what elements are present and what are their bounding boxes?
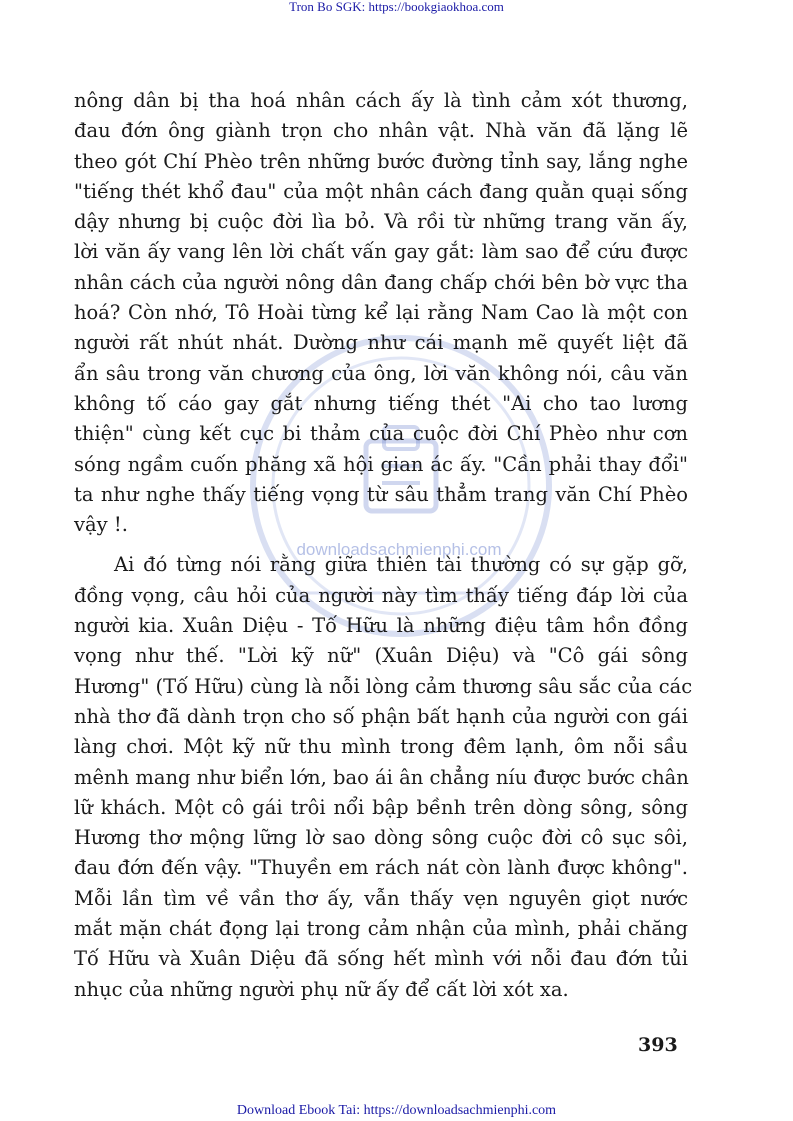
page-number: 393 <box>638 1034 678 1056</box>
text-line: người kia. Xuân Diệu - Tố Hữu là những điệu tâm hồn đồng <box>74 614 688 638</box>
header-link-banner[interactable]: Tron Bo SGK: https://bookgiaokhoa.com <box>289 0 504 14</box>
text-line: sóng ngầm cuốn phăng xã hội gian ác ấy. "Cần phải thay đổi" <box>74 452 688 476</box>
text-line: Ai đó từng nói rằng giữa thiên tài thường có sự gặp gỡ, <box>114 553 688 577</box>
text-line: lữ khách. Một cô gái trôi nổi bập bềnh trên dòng sông, sông <box>74 795 688 819</box>
text-line: mắt mặn chát đọng lại trong cảm nhận của mình, phải chăng <box>74 917 688 941</box>
watermark-text: downloadsachmienphi.com <box>296 540 502 559</box>
text-line: Tố Hữu và Xuân Diệu đã sống hết mình với nỗi đau đớn tủi <box>74 947 688 971</box>
text-line: Hương thơ mộng lững lờ sao dòng sông cuộc đời cô sục sôi, <box>74 826 688 850</box>
text-line: nhân cách của người nông dân đang chấp chới bên bờ vực tha <box>74 270 688 294</box>
text-line: ta như nghe thấy tiếng vọng từ sâu thẳm trang văn Chí Phèo <box>74 482 688 506</box>
text-line: đồng vọng, câu hỏi của người này tìm thấy tiếng đáp lời của <box>74 583 688 607</box>
text-line: theo gót Chí Phèo trên những bước đường tỉnh say, lắng nghe <box>74 149 688 173</box>
document-body <box>74 86 693 1005</box>
text-line: đau đớn ông giành trọn cho nhân vật. Nhà văn đã lặng lẽ <box>74 119 688 143</box>
text-line: dậy nhưng bị cuộc đời lìa bỏ. Và rồi từ những trang văn ấy, <box>74 210 688 234</box>
text-line: thiện" cùng kết cục bi thảm của cuộc đời Chí Phèo như cơn <box>74 422 688 446</box>
text-line: hoá? Còn nhớ, Tô Hoài từng kể lại rằng Nam Cao là một con <box>74 301 688 325</box>
text-line: làng chơi. Một kỹ nữ thu mình trong đêm lạnh, ôm nỗi sầu <box>74 735 688 759</box>
text-line: vậy !. <box>74 513 128 537</box>
text-line: người rất nhút nhát. Dường như cái mạnh mẽ quyết liệt đã <box>74 331 688 355</box>
text-line: không tố cáo gay gắt nhưng tiếng thét "Ai cho tao lương <box>74 391 688 415</box>
text-line: nông dân bị tha hoá nhân cách ấy là tình cảm xót thương, <box>74 89 688 112</box>
text-line: lời văn ấy vang lên lời chất vấn gay gắt: làm sao để cứu được <box>74 240 688 264</box>
text-line: mênh mang như biển lớn, bao ái ân chẳng níu được bước chân <box>74 765 689 789</box>
footer-link-banner[interactable]: Download Ebook Tai: https://downloadsachmienphi.com <box>236 1103 557 1118</box>
paragraph-2 <box>74 550 693 1004</box>
text-line: nhục của những người phụ nữ ấy để cất lời xót xa. <box>74 977 569 1001</box>
text-line: ẩn sâu trong văn chương của ông, lời văn không nói, câu văn <box>74 361 688 385</box>
text-line: vọng như thế. "Lời kỹ nữ" (Xuân Diệu) và "Cô gái sông <box>74 644 688 668</box>
text-line: Mỗi lần tìm về vần thơ ấy, vẫn thấy vẹn nguyên giọt nước <box>74 886 688 910</box>
text-line: "tiếng thét khổ đau" của một nhân cách đang quằn quại sống <box>74 179 688 203</box>
text-line: nhà thơ đã dành trọn cho số phận bất hạnh của người con gái <box>74 704 688 728</box>
text-line: đau đớn đến vậy. "Thuyền em rách nát còn lành được không". <box>74 856 688 880</box>
text-line: Hương" (Tố Hữu) cùng là nỗi lòng cảm thương sâu sắc của các <box>74 674 693 698</box>
paragraph-1 <box>74 86 688 540</box>
